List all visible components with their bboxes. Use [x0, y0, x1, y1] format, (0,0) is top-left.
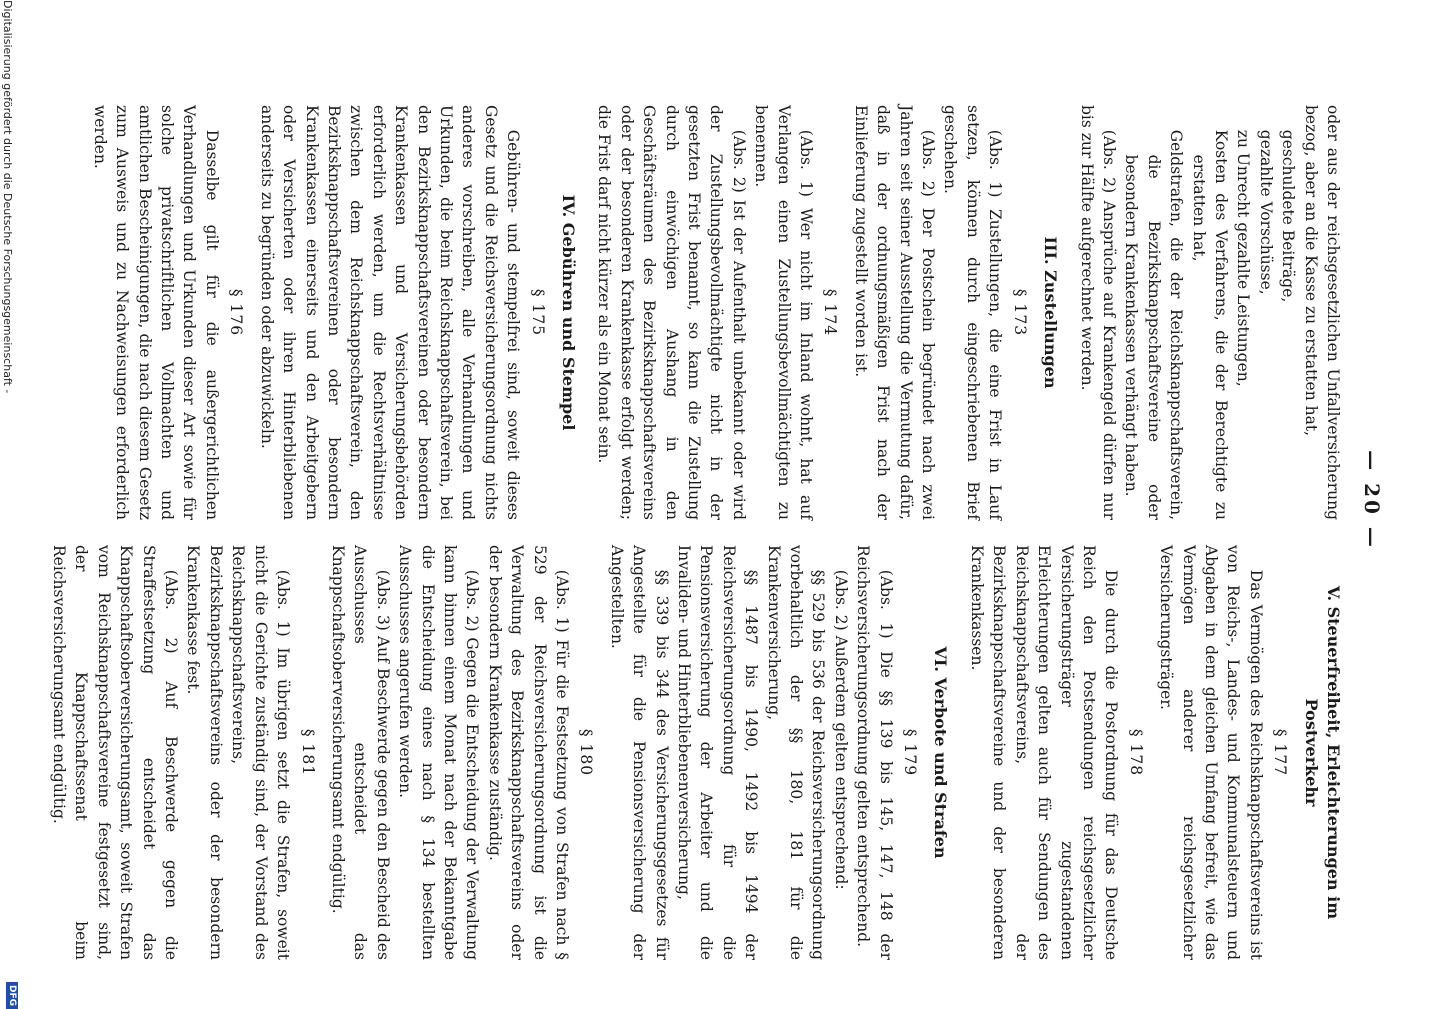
paragraph: (Abs. 2) Außerdem gelten entsprechend:	[831, 569, 850, 890]
section-heading: V. Steuerfreiheit, Erleichterungen im Postverkehr	[1301, 585, 1343, 920]
paragraph: (Abs. 3) Auf Beschwerde gegen den Bescheid des Ausschusses entscheidet das Knappschaftsoberversicherungsamt endgültig.	[328, 545, 392, 960]
paragraph: (Abs. 2) Auf Beschwerde gegen die Straffestsetzung entscheidet das Knappschaftsoberversicherungsamt, soweit Strafen vom Reichsknappschaftsvereine festgesetzt sind, der Knappschaftssenat beim Reichsversicherungsamt endgültig.	[50, 545, 181, 960]
paragraph: §§ 1487 bis 1490, 1492 bis 1494 der Reichsversicherungsordnung für die Pensionsversicherung der Arbeiter und die Invaliden- und Hinterbliebenenversicherung,	[675, 545, 761, 960]
paragraph: (Abs. 2) Gegen die Entscheidung der Verwaltung kann binnen einem Monat nach der Bekanntgabe die Entscheidung eines nach § 134 bestellten Ausschusses angerufen werden.	[396, 545, 482, 960]
page-number: — 20 —	[1360, 450, 1384, 550]
paragraph: (Abs. 1) Wer nicht im Inland wohnt, hat auf Verlangen einen Zustellungsbevollmächtigten zu benennen.	[752, 105, 816, 520]
paragraph: (Abs. 1) Die §§ 139 bis 145, 147, 148 der Reichsversicherungsordnung gelten entsprechend.	[854, 545, 895, 960]
paragraph: Die durch die Postordnung für das Deutsche Reich den Postsendungen reichsgesetzlicher Versicherungsträger zugestandenen Erleichterungen gelten auch für Sendungen des Reichsknappschaftsvereins, der Bezirksknappschaftsvereine und der besonderen Krankenkassen.	[967, 545, 1121, 960]
paragraph-heading: § 176	[227, 288, 246, 337]
paragraph: (Abs. 1) Für die Festsetzung von Strafen nach § 529 der Reichsversicherungsordnung ist die Verwaltung des Bezirksknappschaftsvereins oder der besondern Krankenkasse zuständig.	[485, 545, 571, 960]
paragraph: §§ 339 bis 344 des Versicherungsgesetzes für Angestellte für die Pensionsversicherung der Angestellten.	[607, 545, 671, 960]
paragraph-heading: § 180	[577, 728, 596, 777]
section-heading: IV. Gebühren und Stempel	[559, 194, 578, 431]
section-heading: VI. Verbote und Strafen	[931, 646, 951, 859]
paragraph: (Abs. 1) Zustellungen, die eine Frist in Lauf setzen, können durch eingeschriebenen Brief geschehen.	[941, 105, 1005, 520]
dfg-logo: DFG	[6, 982, 18, 1009]
paragraph: (Abs. 2) Ist der Aufenthalt unbekannt oder wird der Zustellungsbevollmächtigte nicht in der gesetzten Frist benannt, so kann die Zustellung durch einwöchigen Aushang in den Geschäftsräumen des Bezirksknappschaftsvereins oder der besonderen Krankenkasse erfolgt werden; die Frist darf nicht kürzer als ein Monat sein.	[595, 105, 748, 520]
paragraph-heading: § 177	[1271, 728, 1290, 777]
paragraph: Das Vermögen des Reichsknappschaftsvereins ist von Reichs-, Landes- und Kommunalsteuern und Abgaben in dem gleichen Umfang befreit, wie das Vermögen anderer reichsgesetzlicher Versicherungsträger.	[1157, 545, 1265, 960]
paragraph: (Abs. 2) Der Postschein begründet nach zwei Jahren seit seiner Ausstellung die Vermutung dafür, daß in der ordnungsmäßigen Frist nach der Einlieferung zugestellt worden ist.	[851, 105, 938, 520]
section-heading: III. Zustellungen	[1041, 236, 1061, 389]
list-item: Kosten des Verfahrens, die der Berechtigte zu erstatten hat,	[1189, 129, 1230, 520]
left-column	[88, 105, 1344, 520]
paragraph: (Abs. 2) Ansprüche auf Krankengeld dürfen nur bis zur Hälfte aufgerechnet werden.	[1077, 105, 1118, 520]
list-item: geschuldete Beiträge,	[1279, 129, 1298, 303]
paragraph-heading: § 179	[901, 728, 920, 777]
paragraph-heading: § 181	[298, 728, 317, 777]
paragraph-heading: § 174	[821, 288, 840, 337]
list-item: Geldstrafen, die der Reichsknappschaftsverein, die Bezirksknappschaftsvereine oder besondern Krankenkassen verhängt haben.	[1122, 129, 1186, 520]
right-column	[48, 545, 1344, 960]
paragraph: Gebühren- und stempelfrei sind, soweit dieses Gesetz und die Reichsversicherungsordnung nichts anderes vorschreiben, alle Verhandlungen und Urkunden, die beim Reichsknappschaftsverein, bei den Bezirksknappschaftsvereinen oder besondern Krankenkassen und Versicherungsbehörden erforderlich werden, um die Rechtsverhältnisse zwischen dem Reichsknappschaftsverein, den Bezirksknappschaftsvereinen oder besondern Krankenkassen einerseits und den Arbeitgebern oder Versicherten oder ihren Hinterbliebenen anderseits zu begründen oder abzuwickeln.	[257, 105, 523, 520]
paragraph-heading: § 173	[1010, 288, 1029, 337]
list-item: gezahlte Vorschüsse,	[1256, 129, 1275, 295]
paragraph: Dasselbe gilt für die außergerichtlichen Verhandlungen und Urkunden dieser Art sowie für solche privatschriftlichen Vollmachten und amtlichen Bescheinigungen, die nach diesem Gesetz zum Ausweis und zu Nachweisungen erforderlich werden.	[90, 105, 221, 520]
list-item: zu Unrecht gezahlte Leistungen,	[1234, 129, 1253, 387]
paragraph-heading: § 178	[1126, 728, 1145, 777]
paragraph: §§ 529 bis 536 der Reichsversicherungsordnung vorbehaltlich der §§ 180, 181 für die Krankenversicherung,	[764, 545, 828, 960]
paragraph-heading: § 175	[528, 288, 547, 337]
paragraph: (Abs. 1) Im übrigen setzt die Strafen, soweit nicht die Gerichte zuständig sind, der Vorstand des Reichsknappschaftsvereins, Bezirksknappschaftsvereins oder der besondern Krankenkasse fest.	[184, 545, 293, 960]
paragraph: oder aus der reichsgesetzlichen Unfallversicherung bezog, aber an die Kasse zu erstatten hat,	[1301, 105, 1342, 520]
digitization-credit: Digitalisierung gefördert durch die Deutsche Forschungsgemeinschaft -	[1, 0, 14, 394]
